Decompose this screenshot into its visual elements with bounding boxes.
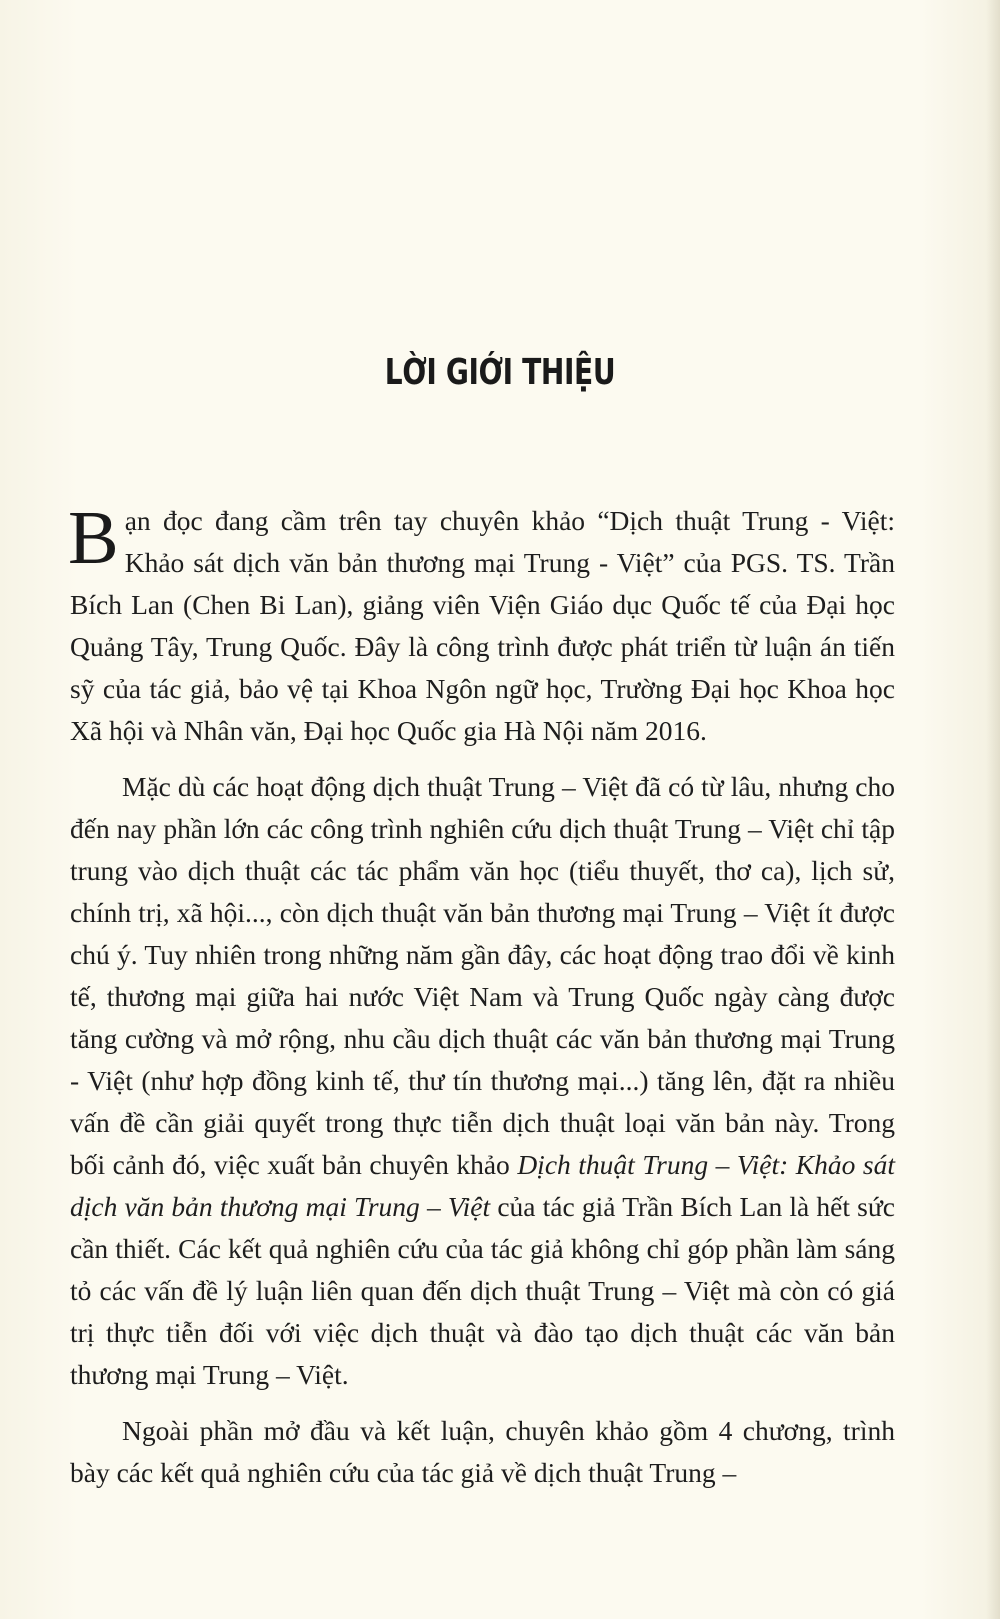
paragraph-2-text-end: của tác giả Trần Bích Lan là hết sức cần thiết. Các kết quả nghiên cứu của tác giả không chỉ góp phần làm sáng tỏ các vấn đề lý luận liên quan đến dịch thuật Trung – Việt mà còn có giá trị thực tiễn đối với việc dịch thuật và đào tạo dịch thuật các văn bản thương mại Trung – Việt. xyxy=(70,1191,895,1390)
body-text xyxy=(68,496,895,1508)
drop-cap: B xyxy=(68,496,119,580)
book-title-italic: Dịch thuật Trung – Việt: Khảo sát dịch văn bản thương mại Trung – Việt xyxy=(70,1149,895,1222)
paragraph-2 xyxy=(70,766,895,1396)
paragraph-3-text: Ngoài phần mở đầu và kết luận, chuyên khảo gồm 4 chương, trình bày các kết quả nghiên cứu của tác giả về dịch thuật Trung – xyxy=(70,1415,895,1488)
paragraph-2-text-start: Mặc dù các hoạt động dịch thuật Trung – Việt đã có từ lâu, nhưng cho đến nay phần lớn các công trình nghiên cứu dịch thuật Trung – Việt chỉ tập trung vào dịch thuật các tác phẩm văn học (tiểu thuyết, thơ ca), lịch sử, chính trị, xã hội..., còn dịch thuật văn bản thương mại Trung – Việt ít được chú ý. Tuy nhiên trong những năm gần đây, các hoạt động trao đổi về kinh tế, thương mại giữa hai nước Việt Nam và Trung Quốc ngày càng được tăng cường và mở rộng, nhu cầu dịch thuật các văn bản thương mại Trung - Việt (như hợp đồng kinh tế, thư tín thương mại...) tăng lên, đặt ra nhiều vấn đề cần giải quyết trong thực tiễn dịch thuật loại văn bản này. Trong bối cảnh đó, việc xuất bản chuyên khảo xyxy=(70,771,895,1180)
paragraph-1-text: ạn đọc đang cầm trên tay chuyên khảo “Dịch thuật Trung - Việt: Khảo sát dịch văn bản thương mại Trung - Việt” của PGS. TS. Trần Bích Lan (Chen Bi Lan), giảng viên Viện Giáo dục Quốc tế của Đại học Quảng Tây, Trung Quốc. Đây là công trình được phát triển từ luận án tiến sỹ của tác giả, bảo vệ tại Khoa Ngôn ngữ học, Trường Đại học Khoa học Xã hội và Nhân văn, Đại học Quốc gia Hà Nội năm 2016. xyxy=(70,505,895,746)
page-edge-shadow xyxy=(986,0,1000,1619)
page-title: LỜI GIỚI THIỆU xyxy=(384,352,616,393)
paragraph-3 xyxy=(70,1410,895,1494)
paragraph-1 xyxy=(68,496,895,752)
